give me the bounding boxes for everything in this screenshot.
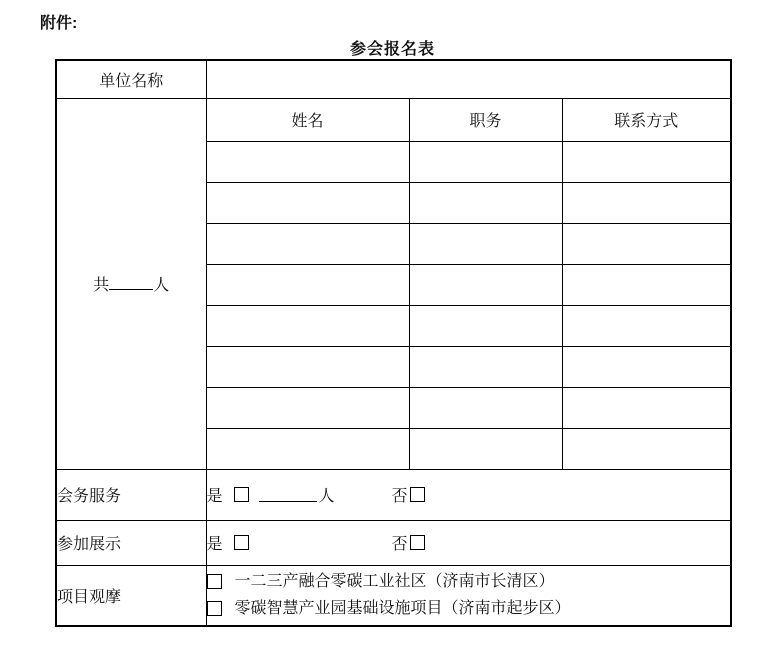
attendee-cell[interactable] — [562, 223, 731, 264]
unit-name-row — [56, 60, 731, 98]
registration-table-body — [56, 60, 731, 626]
attendee-cell[interactable] — [562, 346, 731, 387]
exhibition-no-checkbox-icon[interactable] — [410, 535, 425, 550]
attendee-cell[interactable] — [206, 305, 409, 346]
attendee-cell[interactable] — [206, 387, 409, 428]
exhibition-yes-checkbox-icon[interactable] — [234, 535, 249, 550]
visit-option — [207, 595, 731, 622]
attendee-cell[interactable] — [206, 264, 409, 305]
attendee-cell[interactable] — [409, 305, 562, 346]
attendee-total-prefix: 共 — [93, 277, 110, 294]
service-yes-checkbox-icon[interactable] — [234, 487, 249, 502]
form-title: 参会报名表 — [349, 41, 435, 58]
visit-row — [56, 565, 731, 626]
column-header-position: 职务 — [409, 98, 562, 141]
visit-option — [207, 568, 731, 595]
attendee-cell[interactable] — [409, 346, 562, 387]
attendee-cell[interactable] — [562, 141, 731, 182]
attendee-cell[interactable] — [206, 141, 409, 182]
attendee-total-blank[interactable] — [109, 276, 153, 290]
attachment-label: 附件: — [40, 15, 78, 32]
column-header-name: 姓名 — [206, 98, 409, 141]
attendee-cell[interactable] — [562, 387, 731, 428]
visit-option-2-checkbox-icon[interactable] — [207, 601, 222, 616]
attendee-cell[interactable] — [409, 387, 562, 428]
visit-option-2-label: 零碳智慧产业园基础设施项目（济南市起步区） — [234, 600, 571, 618]
attendee-cell[interactable] — [409, 264, 562, 305]
attendee-total-suffix: 人 — [153, 277, 170, 294]
attendee-cell[interactable] — [409, 223, 562, 264]
service-people-suffix: 人 — [318, 488, 335, 505]
attendee-cell[interactable] — [409, 182, 562, 223]
unit-name-label: 单位名称 — [56, 60, 206, 98]
exhibition-label: 参加展示 — [56, 520, 206, 565]
exhibition-no-label: 否 — [391, 536, 408, 553]
attendee-cell[interactable] — [206, 223, 409, 264]
visit-label: 项目观摩 — [56, 565, 206, 626]
attendee-cell[interactable] — [409, 428, 562, 469]
visit-option-1-label: 一二三产融合零碳工业社区（济南市长清区） — [234, 573, 555, 591]
attendee-cell[interactable] — [409, 141, 562, 182]
service-no-label: 否 — [391, 488, 408, 505]
attendee-header-row — [56, 98, 731, 141]
attendee-total-cell — [56, 98, 206, 469]
service-choice-cell — [206, 469, 731, 520]
attendee-cell[interactable] — [206, 428, 409, 469]
service-row — [56, 469, 731, 520]
unit-name-value-cell[interactable] — [206, 60, 731, 98]
registration-table — [55, 59, 732, 627]
service-no-checkbox-icon[interactable] — [410, 487, 425, 502]
visit-options-cell — [206, 565, 731, 626]
exhibition-row — [56, 520, 731, 565]
exhibition-yes-label: 是 — [206, 536, 223, 553]
attendee-cell[interactable] — [206, 346, 409, 387]
column-header-contact: 联系方式 — [562, 98, 731, 141]
attendee-cell[interactable] — [562, 428, 731, 469]
service-people-blank[interactable] — [259, 488, 317, 502]
service-yes-label: 是 — [206, 488, 223, 505]
visit-option-1-checkbox-icon[interactable] — [207, 574, 222, 589]
exhibition-choice-cell — [206, 520, 731, 565]
attendee-cell[interactable] — [562, 305, 731, 346]
service-label: 会务服务 — [56, 469, 206, 520]
attendee-cell[interactable] — [562, 182, 731, 223]
attendee-cell[interactable] — [562, 264, 731, 305]
attendee-cell[interactable] — [206, 182, 409, 223]
